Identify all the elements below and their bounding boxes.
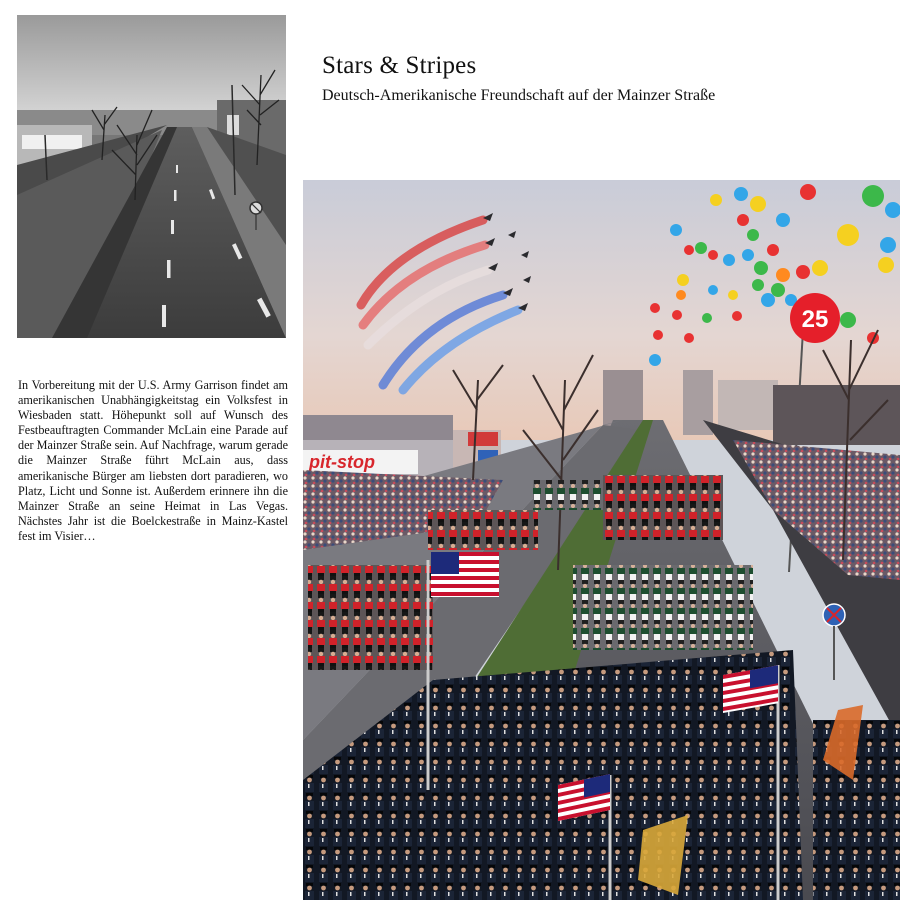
page-title: Stars & Stripes [322, 52, 477, 79]
title-block [322, 52, 882, 106]
page-subtitle: Deutsch-Amerikanische Freundschaft auf der Mainzer Straße [322, 87, 716, 104]
store-sign: pit-stop [309, 452, 375, 472]
street-photo-before [17, 15, 286, 338]
balloon-number: 25 [801, 306, 829, 333]
street-photo-bw [17, 15, 286, 338]
article-body: In Vorbereitung mit der U.S. Army Garrison findet am amerikanischen Unabhängigkeitstag ein Volksfest in Wiesbaden statt. Höhepunkt soll auf Wunsch des Festbeauftragten Commander McLain eine Parade auf der Mainzer Straße sein. Auf Nachfrage, warum gerade die Mainzer Straße führt McLain aus, dass amerikanische Bürger am liebsten dort paradieren, wo Platz, Licht und Sonne ist. Außerdem erinnere ihn die Mainzer Straße an seine Heimat in Las Vegas. Nächstes Jahr ist die Boelckestraße in Mainz-Kastel fest im Visier… [18, 378, 288, 543]
parade-composite [303, 180, 900, 900]
parade-photo [303, 180, 900, 900]
